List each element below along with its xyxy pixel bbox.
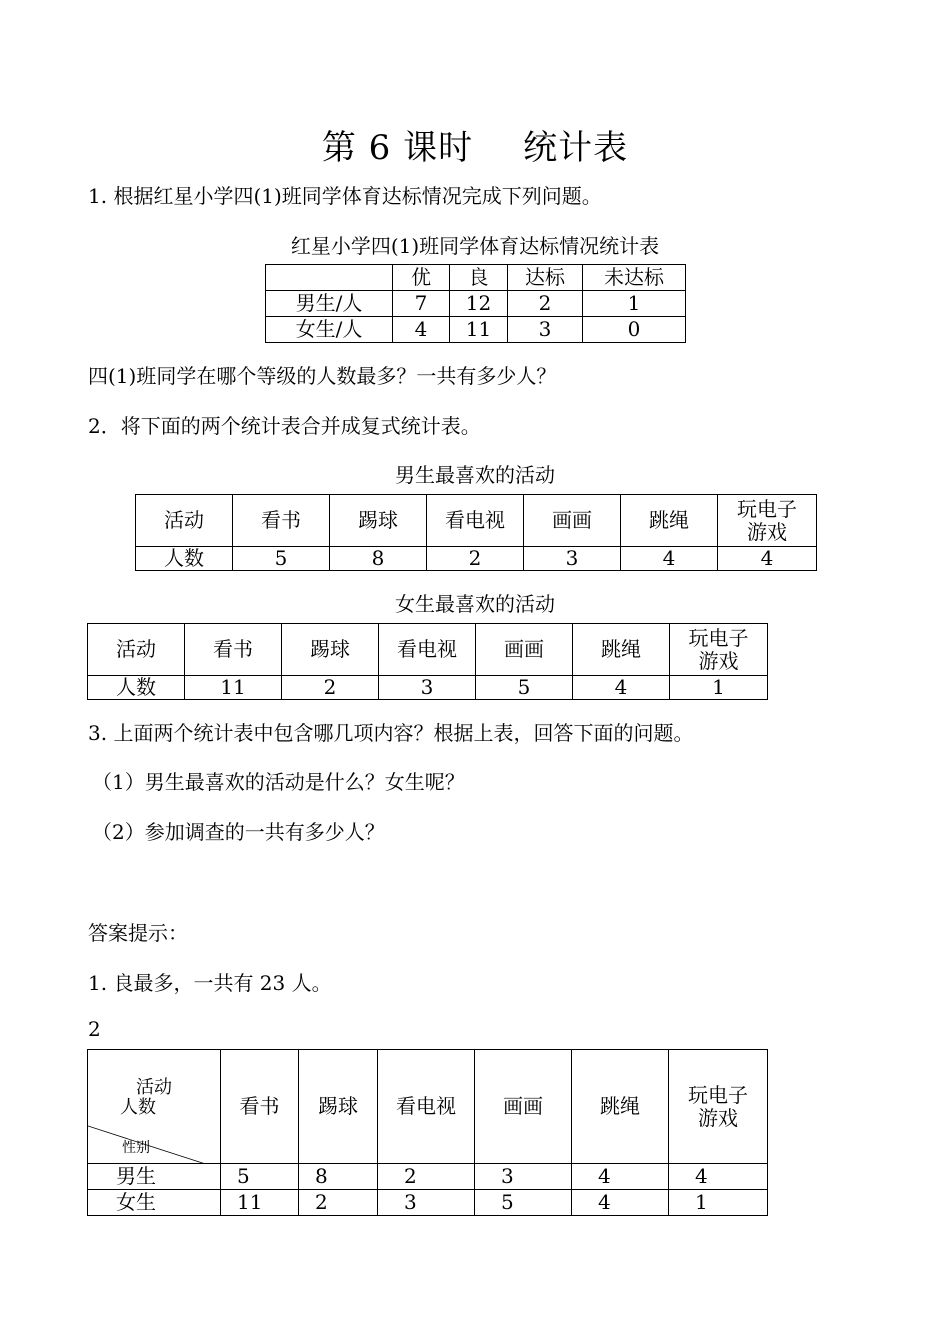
table-cell: 8: [299, 1164, 378, 1190]
table-cell: 画画: [475, 1050, 572, 1164]
table-cell: 3: [378, 1190, 475, 1216]
table-cell: 2: [378, 1164, 475, 1190]
table-cell: 良: [450, 265, 508, 291]
table-cell: 4: [621, 547, 718, 571]
table-cell: 4: [572, 1190, 669, 1216]
page-title: [0, 120, 950, 169]
title-lesson: 第 6 课时: [321, 128, 474, 168]
table-cell: 4: [572, 1164, 669, 1190]
title-topic: 统计表: [523, 128, 629, 168]
table-cell: 看书: [233, 495, 330, 547]
table-cell: 女生/人: [266, 317, 393, 343]
table-cell: 活动: [88, 624, 185, 676]
table-cell: 优: [393, 265, 450, 291]
table-cell: 4: [393, 317, 450, 343]
table-cell: 跳绳: [573, 624, 670, 676]
girls-table-caption: 女生最喜欢的活动: [395, 592, 555, 616]
table-cell: 看电视: [427, 495, 524, 547]
diagonal-header-cell: [88, 1050, 221, 1164]
cell-text: 玩电子游戏: [737, 496, 797, 544]
table-cell: 女生: [88, 1190, 221, 1216]
table-row: [88, 1164, 768, 1190]
table-row: [266, 317, 686, 343]
table-header-row: [88, 1050, 768, 1164]
table-cell: [670, 624, 768, 676]
table-cell: 看书: [221, 1050, 299, 1164]
q3-text: 3. 上面两个统计表中包含哪几项内容？根据上表，回答下面的问题。: [88, 721, 694, 745]
table-cell: 男生: [88, 1164, 221, 1190]
q1-table: [265, 264, 686, 343]
corner-gender-label: 性别: [122, 1140, 150, 1156]
table-cell: 5: [233, 547, 330, 571]
table-cell: [266, 265, 393, 291]
table-cell: 2: [508, 291, 583, 317]
table-cell: 2: [299, 1190, 378, 1216]
table-cell: 12: [450, 291, 508, 317]
table-cell: 4: [573, 676, 670, 700]
table-cell: 4: [669, 1164, 768, 1190]
table-cell: 11: [450, 317, 508, 343]
table-cell: 4: [718, 547, 817, 571]
table-cell: 踢球: [330, 495, 427, 547]
table-cell: 3: [475, 1164, 572, 1190]
table-cell: 8: [330, 547, 427, 571]
table-row: [88, 676, 768, 700]
q1-table-caption: 红星小学四(1)班同学体育达标情况统计表: [290, 234, 660, 258]
table-row: [136, 547, 817, 571]
answer-1: 1. 良最多，一共有 23 人。: [88, 971, 332, 995]
table-cell: [669, 1050, 768, 1164]
boys-table-caption: 男生最喜欢的活动: [395, 463, 555, 487]
table-row: [88, 1190, 768, 1216]
cell-text: 玩电子游戏: [688, 625, 749, 673]
table-cell: 人数: [136, 547, 233, 571]
table-cell: 踢球: [299, 1050, 378, 1164]
table-cell: 画画: [524, 495, 621, 547]
q3-sub1: （1）男生最喜欢的活动是什么？女生呢？: [92, 770, 465, 794]
table-cell: 5: [476, 676, 573, 700]
boys-activity-table: [135, 494, 817, 571]
table-cell: 画画: [476, 624, 573, 676]
table-cell: 1: [583, 291, 686, 317]
table-cell: 11: [185, 676, 282, 700]
answer-2-label: 2: [88, 1017, 101, 1041]
table-cell: 3: [524, 547, 621, 571]
cell-text: 玩电子游戏: [688, 1082, 748, 1130]
table-header-row: [266, 265, 686, 291]
table-cell: 人数: [88, 676, 185, 700]
q2-text: 2．将下面的两个统计表合并成复式统计表。: [88, 414, 481, 438]
table-cell: 1: [669, 1190, 768, 1216]
table-cell: 5: [475, 1190, 572, 1216]
table-cell: 看电视: [378, 1050, 475, 1164]
table-cell: 0: [583, 317, 686, 343]
girls-activity-table: [87, 623, 768, 700]
table-cell: 男生/人: [266, 291, 393, 317]
table-cell: 看书: [185, 624, 282, 676]
combined-activity-table: [87, 1049, 768, 1216]
table-cell: 3: [508, 317, 583, 343]
table-cell: [718, 495, 817, 547]
table-cell: 2: [282, 676, 379, 700]
table-cell: 11: [221, 1190, 299, 1216]
table-cell: 2: [427, 547, 524, 571]
q1-question: 四(1)班同学在哪个等级的人数最多？一共有多少人？: [88, 364, 557, 388]
table-cell: 1: [670, 676, 768, 700]
table-cell: 跳绳: [572, 1050, 669, 1164]
corner-count-label: 人数: [120, 1097, 156, 1118]
table-cell: 踢球: [282, 624, 379, 676]
table-header-row: [88, 624, 768, 676]
table-header-row: [136, 495, 817, 547]
table-cell: 未达标: [583, 265, 686, 291]
table-cell: 3: [379, 676, 476, 700]
table-row: [266, 291, 686, 317]
table-cell: 达标: [508, 265, 583, 291]
corner-activity-label: 活动: [136, 1077, 172, 1098]
table-cell: 跳绳: [621, 495, 718, 547]
table-cell: 活动: [136, 495, 233, 547]
answers-heading: 答案提示：: [88, 921, 188, 945]
table-cell: 看电视: [379, 624, 476, 676]
table-cell: 7: [393, 291, 450, 317]
q1-text: 1. 根据红星小学四(1)班同学体育达标情况完成下列问题。: [88, 184, 602, 208]
table-cell: 5: [221, 1164, 299, 1190]
q3-sub2: （2）参加调查的一共有多少人？: [92, 820, 385, 844]
